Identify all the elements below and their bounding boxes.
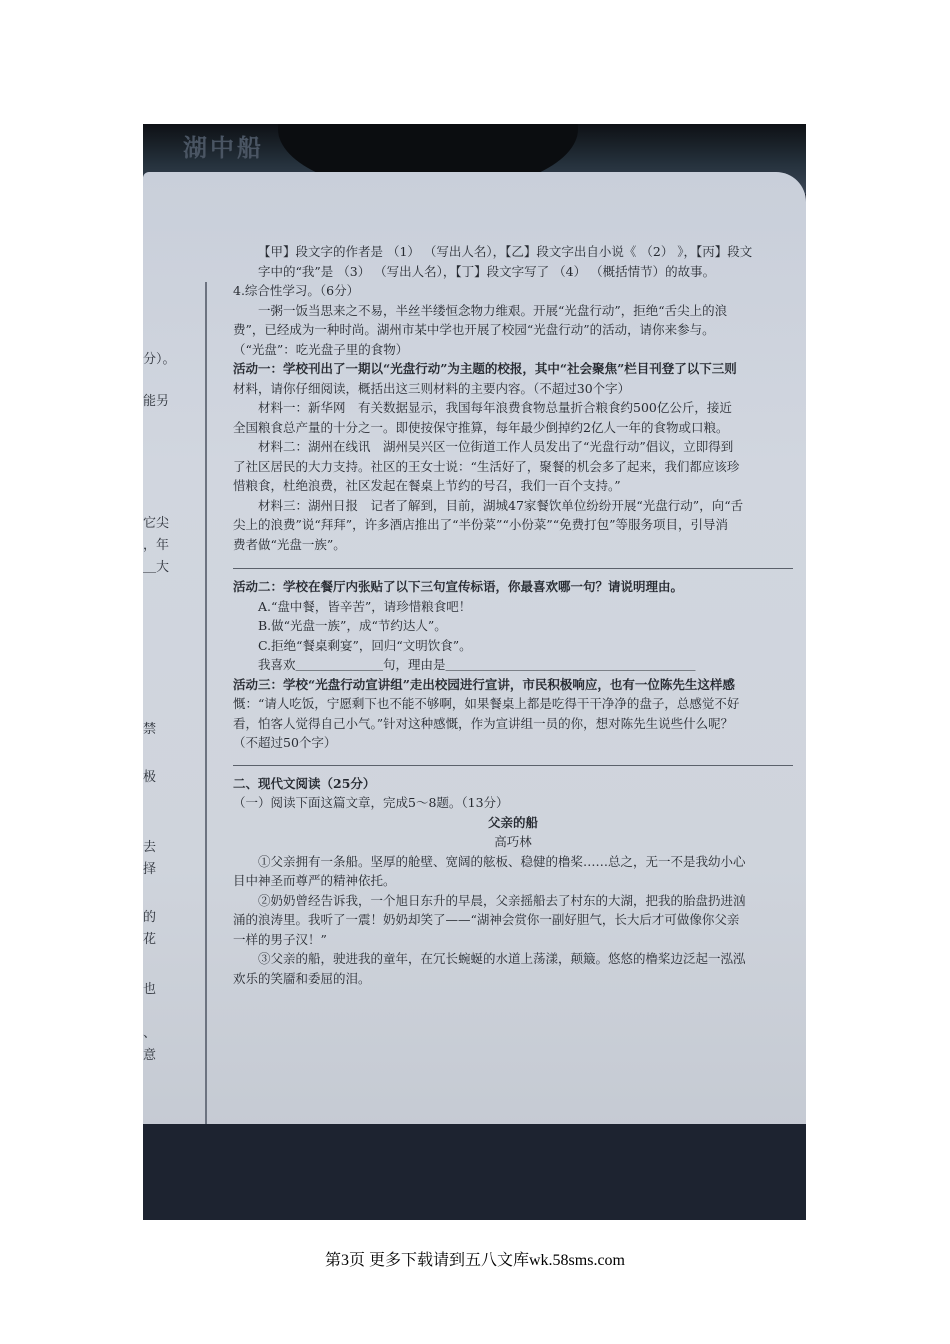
left-margin-fragment: 禁 (143, 722, 157, 737)
q4-title: 4.综合性学习。（6分） (233, 283, 360, 298)
q4-note: （“光盘”：吃光盘子里的食物） (233, 341, 409, 357)
answer-rule (233, 568, 793, 569)
activity3-line: 慨：“请人吃饭，宁愿剩下也不能不够啊，如果餐桌上都是吃得干干净净的盘子，总感觉不好 (233, 696, 740, 711)
paragraph-3-line: ③父亲的船，驶进我的童年，在冗长蜿蜒的水道上荡漾，颠簸。悠悠的橹桨边泛起一泓泓 (258, 951, 746, 966)
answer-rule (233, 765, 793, 766)
left-margin-fragment: ，年 (143, 538, 170, 553)
desk-bottom (143, 1124, 806, 1220)
slogan-option: C.拒绝“餐桌剩宴”，回归“文明饮食”。 (258, 637, 472, 653)
left-margin-fragment: 能另 (143, 394, 170, 409)
section2-subtitle: （一）阅读下面这篇文章，完成5～8题。（13分） (233, 795, 509, 810)
activity2-prompt: 活动二：学校在餐厅内张贴了以下三句宣传标语，你最喜欢哪一句？请说明理由。 (233, 579, 684, 594)
material2-line: 了社区居民的大力支持。社区的王女士说：“生活好了，聚餐的机会多了起来，我们都应该珍 (233, 458, 740, 474)
activity1-line: 活动一：学校刊出了一期以“光盘行动”为主题的校报，其中“社会聚焦”栏目刊登了以下三则 (233, 361, 737, 376)
material3-line: 费者做“光盘一族”。 (233, 536, 346, 552)
paragraph-2-line: ②奶奶曾经告诉我，一个旭日东升的早晨，父亲摇船去了村东的大湖，把我的胎盘扔进汹 (258, 892, 746, 908)
left-margin-fragment: 花 (143, 932, 157, 947)
paragraph-2-line: 一样的男子汉！” (233, 931, 327, 947)
activity3-line: 看，怕客人觉得自己小气。”针对这种感慨，作为宣讲组一员的你，想对陈先生说些什么呢？ (233, 715, 734, 731)
q4-intro-line: 费”，已经成为一种时尚。湖州市某中学也开展了校园“光盘行动”的活动，请你来参与。 (233, 322, 715, 337)
paragraph-1-line: 目中神圣而尊严的精神依托。 (233, 873, 396, 888)
paragraph-2-line: 涌的浪涛里。我听了一震！奶奶却笑了——“湖神会赏你一副好胆气，长大后才可做像你父亲 (233, 912, 740, 927)
activity3-line: 活动三：学校“光盘行动宣讲组”走出校园进行宣讲，市民积极响应，也有一位陈先生这样感 (233, 676, 735, 692)
q3-line: 【甲】段文字的作者是 （1） （写出人名），【乙】段文字出自小说《 （2） 》，【丙】段文 (258, 244, 753, 259)
answer-line: 我喜欢＿＿＿＿＿＿＿句，理由是＿＿＿＿＿＿＿＿＿＿＿＿＿＿＿＿＿＿＿＿ (258, 657, 696, 672)
material3-line: 材料三：湖州日报 记者了解到，目前，湖城47家餐饮单位纷纷开展“光盘行动”，向“舌 (258, 497, 744, 513)
left-margin-fragment: 它尖 (143, 516, 170, 531)
slogan-option: B.做“光盘一族”，成“节约达人”。 (258, 618, 447, 633)
material2-line: 材料二：湖州在线讯 湖州吴兴区一位街道工作人员发出了“光盘行动”倡议，立即得到 (258, 439, 734, 454)
material1-line: 全国粮食总产量的十分之一。即使按保守推算，每年最少倒掉约2亿人一年的食物或口粮。 (233, 419, 729, 435)
left-margin-fragment: 的 (143, 910, 157, 925)
left-margin-fragment: 意 (143, 1048, 157, 1063)
article-title: 父亲的船 (487, 814, 538, 830)
exam-photo (143, 124, 806, 1220)
paragraph-3-line: 欢乐的笑靥和委屈的泪。 (233, 970, 371, 986)
left-margin-fragment: ＿大 (143, 560, 170, 575)
q4-intro-line: 一粥一饭当思来之不易，半丝半缕恒念物力维艰。开展“光盘行动”，拒绝“舌尖上的浪 (258, 302, 728, 318)
q3-line: 字中的“我”是 （3） （写出人名），【丁】段文字写了 （4） （概括情节）的故事。 (258, 263, 716, 279)
slogan-option: A.“盘中餐，皆辛苦”，请珍惜粮食吧！ (258, 598, 472, 614)
section2-title: 二、现代文阅读（25分） (233, 775, 376, 791)
left-margin-fragment: 分）。 (143, 352, 176, 367)
activity1-line: 材料，请你仔细阅读，概括出这三则材料的主要内容。（不超过30个字） (233, 380, 631, 396)
document-footer: 第3页 更多下载请到五八文库wk.58sms.com (324, 1252, 625, 1269)
left-margin-fragment: 也 (143, 982, 157, 997)
article-author: 高巧林 (494, 834, 532, 849)
activity3-line: （不超过50个字） (233, 735, 337, 750)
blurred-background-text: 湖中船 (183, 133, 264, 162)
left-margin-fragment: 、 (143, 1026, 157, 1041)
material2-line: 惜粮食，杜绝浪费，社区发起在餐桌上节约的号召，我们一百个支持。” (233, 478, 621, 493)
left-margin-fragment: 去 (143, 840, 157, 855)
material3-line: 尖上的浪费”说“拜拜”，许多酒店推出了“半份菜”“小份菜”“免费打包”等服务项目，引导消 (233, 517, 729, 532)
exam-content (233, 242, 793, 988)
page-fold-line (205, 282, 207, 1212)
paragraph-1-line: ①父亲拥有一条船。坚厚的舱壁、宽阔的舷板、稳健的橹桨……总之，无一不是我幼小心 (258, 853, 746, 869)
material1-line: 材料一：新华网 有关数据显示，我国每年浪费食物总量折合粮食约500亿公斤，接近 (258, 400, 732, 415)
left-margin-fragment: 极 (143, 770, 157, 785)
left-margin-fragment: 择 (143, 862, 157, 877)
